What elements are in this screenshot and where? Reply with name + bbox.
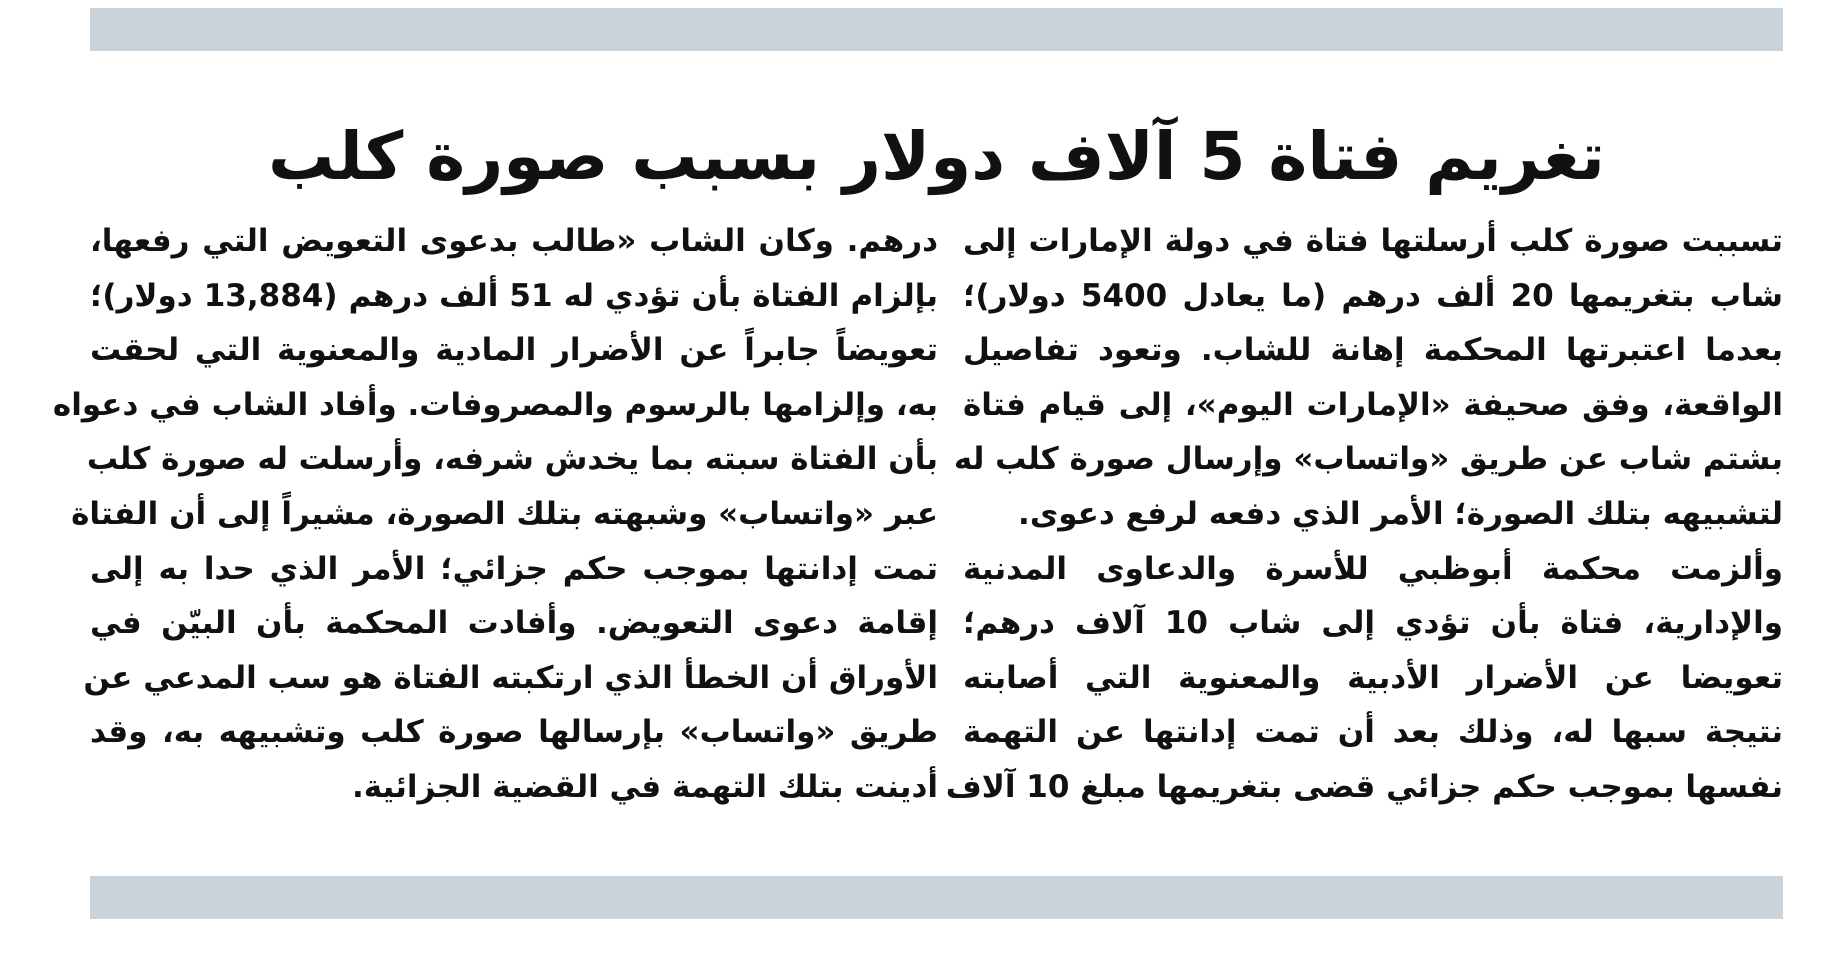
text-line: والإدارية، فتاة بأن تؤدي إلى شاب 10 آلاف درهم؛: [963, 605, 1783, 642]
text-line: الواقعة، وفق صحيفة «الإمارات اليوم»، إلى قيام فتاة: [963, 386, 1783, 423]
article-column-left: [52, 214, 939, 815]
text-line: تسببت صورة كلب أرسلتها فتاة في دولة الإمارات إلى: [963, 223, 1783, 259]
text-line: وألزمت محكمة أبوظبي للأسرة والدعاوى المدنية: [963, 550, 1783, 587]
text-line: بأن الفتاة سبته بما يخدش شرفه، وأرسلت له صورة كلب: [86, 441, 938, 478]
text-line: طريق «واتساب» بإرسالها صورة كلب وتشبيهه به، وقد: [90, 714, 938, 751]
text-line: بإلزام الفتاة بأن تؤدي له 51 ألف درهم (13,884 دولار)؛: [90, 277, 939, 314]
article-column-right: [945, 214, 1784, 815]
text-line: إقامة دعوى التعويض. وأفادت المحكمة بأن البيّن في: [90, 605, 938, 642]
text-line: تمت إدانتها بموجب حكم جزائي؛ الأمر الذي حدا به إلى: [90, 550, 938, 587]
article-headline: تغريم فتاة 5 آلاف دولار بسبب صورة كلب: [268, 118, 1605, 195]
text-line: شاب بتغريمها 20 ألف درهم (ما يعادل 5400 دولار)؛: [963, 277, 1784, 314]
bottom-divider-bar: [90, 876, 1783, 919]
text-line: لتشبيهه بتلك الصورة؛ الأمر الذي دفعه لرفع دعوى.: [1018, 495, 1783, 532]
text-line: تعويضا عن الأضرار الأدبية والمعنوية التي أصابته: [963, 659, 1783, 696]
text-line: أدينت بتلك التهمة في القضية الجزائية.: [351, 768, 938, 805]
text-line: عبر «واتساب» وشبهته بتلك الصورة، مشيراً إلى أن الفتاة: [71, 495, 938, 532]
text-line: به، وإلزامها بالرسوم والمصروفات. وأفاد الشاب في دعواه: [52, 386, 938, 423]
text-line: نفسها بموجب حكم جزائي قضى بتغريمها مبلغ 10 آلاف: [945, 768, 1783, 805]
text-line: تعويضاً جابراً عن الأضرار المادية والمعنوية التي لحقت: [90, 332, 938, 369]
text-line: درهم. وكان الشاب «طالب بدعوى التعويض التي رفعها،: [90, 223, 938, 259]
top-divider-bar: [90, 8, 1783, 51]
text-line: الأوراق أن الخطأ الذي ارتكبته الفتاة هو سب المدعي عن: [83, 659, 938, 696]
text-line: بعدما اعتبرتها المحكمة إهانة للشاب. وتعود تفاصيل: [963, 332, 1783, 369]
text-line: بشتم شاب عن طريق «واتساب» وإرسال صورة كلب له: [953, 441, 1783, 478]
text-line: نتيجة سبها له، وذلك بعد أن تمت إدانتها عن التهمة: [963, 714, 1783, 751]
